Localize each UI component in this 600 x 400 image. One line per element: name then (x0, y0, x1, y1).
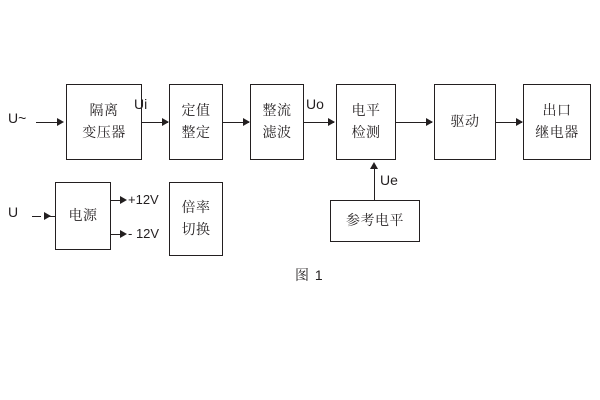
arrow-right-icon (426, 118, 433, 126)
ui-label: Ui (134, 96, 148, 112)
arrow-right-icon (162, 118, 169, 126)
connector-input-to-isolation (36, 122, 58, 123)
block-rectifier-filter[interactable] (250, 84, 304, 160)
block-line: 切换 (181, 221, 211, 237)
block-fixed-value-setting[interactable] (169, 84, 223, 160)
arrow-right-icon (57, 118, 64, 126)
block-line: 整流 (262, 102, 292, 119)
uo-label: Uo (306, 96, 324, 112)
arrow-right-icon (243, 118, 250, 126)
block-line: 出口 (542, 102, 572, 119)
arrow-up-icon (370, 162, 378, 169)
block-drive[interactable] (434, 84, 496, 160)
plus-12v-label: +12V (128, 192, 159, 207)
block-isolation-transformer[interactable] (66, 84, 142, 160)
block-line: 电源 (68, 207, 98, 224)
block-line: 继电器 (535, 124, 579, 140)
block-line: 定值 (181, 102, 211, 119)
block-line: 隔离 (89, 102, 119, 119)
block-line: 驱动 (450, 113, 480, 130)
connector-dash-1 (32, 216, 41, 217)
input-ac-label: U~ (8, 110, 27, 126)
arrow-right-icon (44, 212, 51, 220)
arrow-right-icon (328, 118, 335, 126)
block-line: 滤波 (262, 124, 292, 140)
figure-caption: 图 1 (295, 267, 324, 283)
block-multiplier-switch[interactable] (169, 182, 223, 256)
block-line: 整定 (181, 124, 211, 140)
input-dc-label: U (8, 204, 19, 220)
block-line: 检测 (351, 124, 381, 140)
ue-label: Ue (380, 172, 398, 188)
block-line: 变压器 (82, 124, 126, 140)
minus-12v-label: - 12V (128, 226, 160, 241)
block-line: 电平 (351, 102, 381, 119)
block-line: 参考电平 (346, 212, 404, 229)
arrow-right-icon (516, 118, 523, 126)
block-output-relay[interactable] (523, 84, 591, 160)
arrow-right-icon (120, 196, 127, 204)
arrow-right-icon (120, 230, 127, 238)
block-reference-level[interactable] (330, 200, 420, 242)
connector-reference-to-level (374, 168, 375, 200)
block-level-detection[interactable] (336, 84, 396, 160)
block-power-supply[interactable] (55, 182, 111, 250)
block-line: 倍率 (181, 199, 211, 216)
